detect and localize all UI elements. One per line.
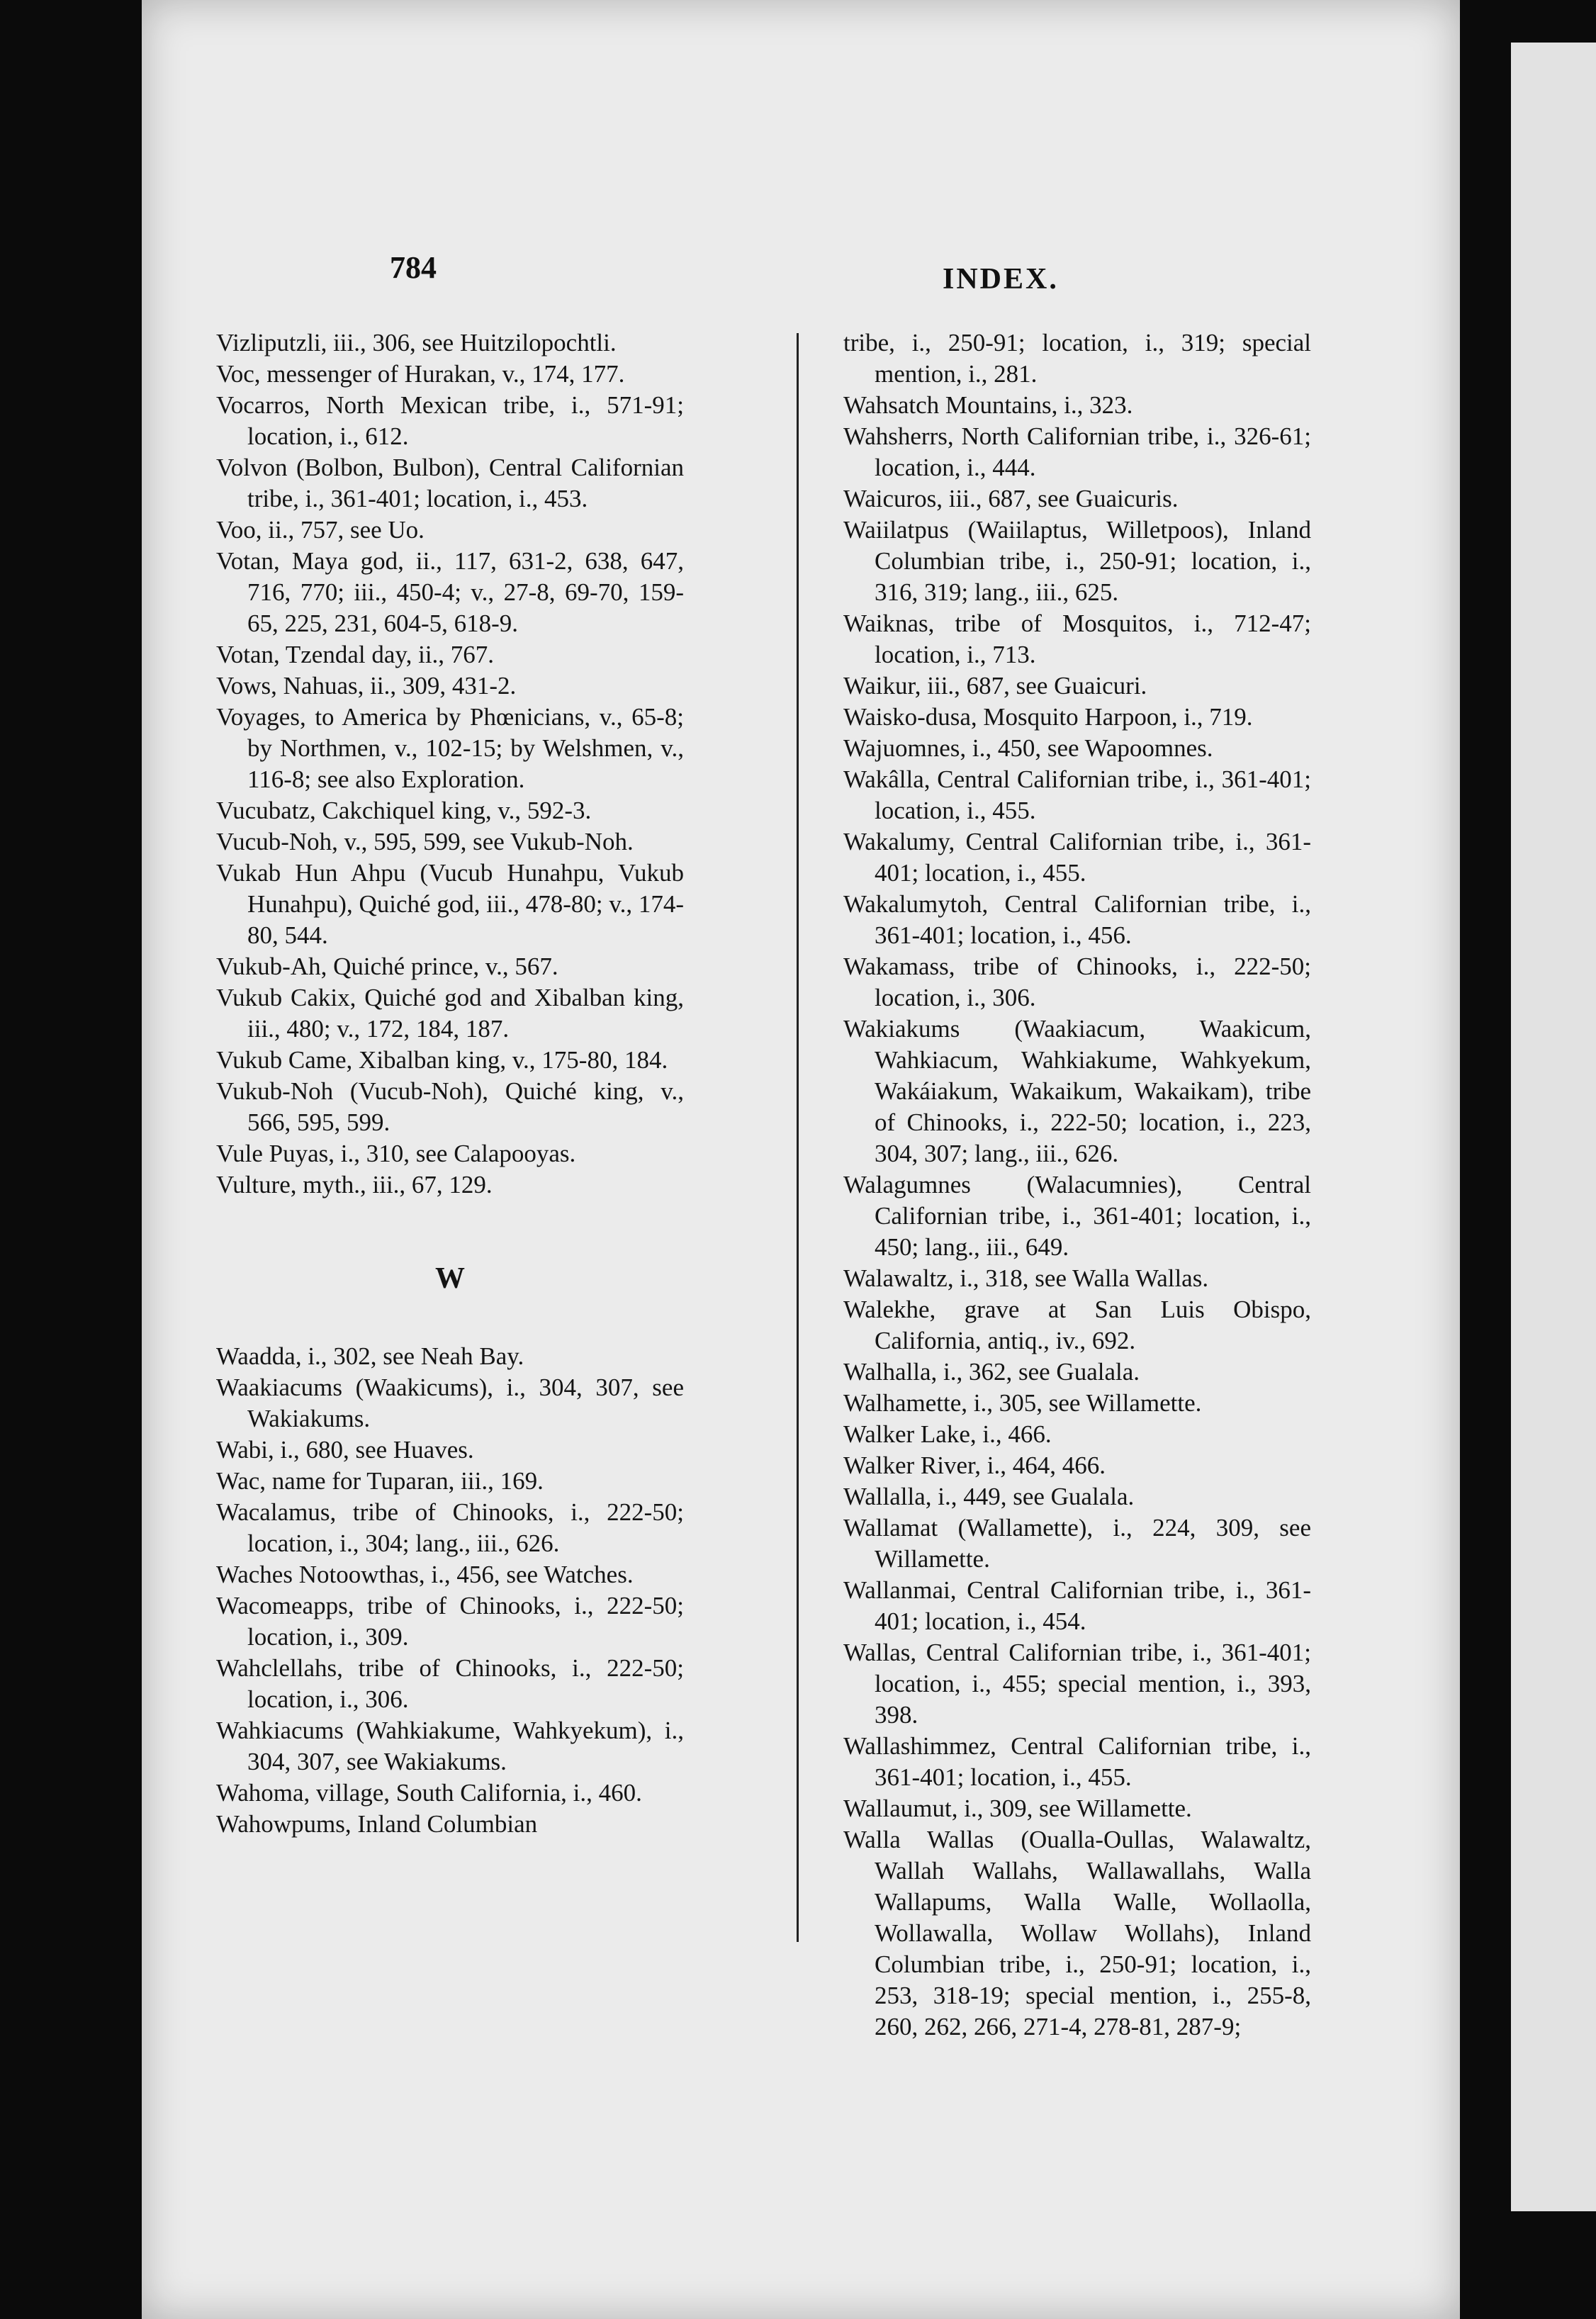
index-entry: Waisko-dusa, Mosquito Harpoon, i., 719. (843, 703, 1253, 731)
index-entry: Votan, Tzendal day, ii., 767. (216, 641, 495, 668)
index-entry: Wajuomnes, i., 450, see Wapoomnes. (843, 734, 1213, 762)
right-column (843, 327, 1311, 2043)
index-entry: Vukab Hun Ahpu (Vucub Hunahpu, Vukub Hunahpu), Quiché god, iii., 478-80; v., 174-80, 544. (216, 859, 684, 949)
index-entry: Wabi, i., 680, see Huaves. (216, 1436, 474, 1464)
index-entry: Wac, name for Tuparan, iii., 169. (216, 1467, 544, 1495)
index-entry: Walker Lake, i., 466. (843, 1420, 1052, 1448)
index-entry: Wallamat (Wallamette), i., 224, 309, see Willamette. (843, 1514, 1311, 1573)
index-entry: Waakiacums (Waakicums), i., 304, 307, see Wakiakums. (216, 1374, 684, 1432)
index-entry: Wallanmai, Central Californian tribe, i., 361-401; location, i., 454. (843, 1576, 1311, 1635)
index-entry: Wakâlla, Central Californian tribe, i., 361-401; location, i., 455. (843, 765, 1311, 824)
index-entry: Vulture, myth., iii., 67, 129. (216, 1171, 493, 1198)
adjacent-page-edge (1511, 43, 1596, 2211)
index-entry: Waicuros, iii., 687, see Guaicuris. (843, 485, 1179, 512)
index-entry: Waiknas, tribe of Mosquitos, i., 712-47; location, i., 713. (843, 610, 1311, 668)
index-entry: Waiilatpus (Waiilaptus, Willetpoos), Inland Columbian tribe, i., 250-91; location, i., 316, 319; lang., iii., 625. (843, 516, 1311, 606)
index-entry: Wahsatch Mountains, i., 323. (843, 391, 1133, 419)
index-entry: Walker River, i., 464, 466. (843, 1452, 1106, 1479)
index-entry: Wakamass, tribe of Chinooks, i., 222-50; location, i., 306. (843, 953, 1311, 1011)
index-entry: Vucub-Noh, v., 595, 599, see Vukub-Noh. (216, 828, 634, 855)
index-entry: Walawaltz, i., 318, see Walla Wallas. (843, 1264, 1209, 1292)
column-rule (797, 333, 799, 1942)
index-entry: Waches Notoowthas, i., 456, see Watches. (216, 1561, 634, 1588)
index-entry: Wahsherrs, North Californian tribe, i., 326-61; location, i., 444. (843, 422, 1311, 481)
index-entry: Wakiakums (Waakiacum, Waakicum, Wahkiacum, Wahkiakume, Wahkyekum, Wakáiakum, Wakaikum, Wakaikam), tribe of Chinooks, i., 222-50; location, i., 223, 304, 307; lang., iii., 626. (843, 1015, 1311, 1167)
page-number: 784 (390, 250, 437, 285)
index-entry: Voyages, to America by Phœnicians, v., 65-8; by Northmen, v., 102-15; by Welshmen, v., 116-8; see also Exploration. (216, 703, 684, 793)
index-entry: Wacomeapps, tribe of Chinooks, i., 222-50; location, i., 309. (216, 1592, 684, 1651)
index-entry: Wakalumy, Central Californian tribe, i., 361-401; location, i., 455. (843, 828, 1311, 887)
index-entry: Wallas, Central Californian tribe, i., 361-401; location, i., 455; special mention, i., 393, 398. (843, 1639, 1311, 1729)
index-entry: Wallashimmez, Central Californian tribe, i., 361-401; location, i., 455. (843, 1732, 1311, 1791)
index-entry: Vizliputzli, iii., 306, see Huitzilopochtli. (216, 329, 617, 356)
index-entry: Walagumnes (Walacumnies), Central Californian tribe, i., 361-401; location, i., 450; lang., iii., 649. (843, 1171, 1311, 1261)
index-entry: Vukub-Noh (Vucub-Noh), Quiché king, v., 566, 595, 599. (216, 1077, 684, 1136)
right-column-entries (843, 327, 1311, 2043)
index-entry: Vocarros, North Mexican tribe, i., 571-91; location, i., 612. (216, 391, 684, 450)
index-entry: Volvon (Bolbon, Bulbon), Central Californian tribe, i., 361-401; location, i., 453. (216, 454, 684, 512)
left-column-entries-v (216, 327, 684, 1201)
index-entry: Waikur, iii., 687, see Guaicuri. (843, 672, 1147, 700)
index-entry: Walhamette, i., 305, see Willamette. (843, 1389, 1202, 1417)
index-entry: Walekhe, grave at San Luis Obispo, California, antiq., iv., 692. (843, 1296, 1311, 1354)
index-entry: Vukub-Ah, Quiché prince, v., 567. (216, 953, 558, 980)
index-entry: Vule Puyas, i., 310, see Calapooyas. (216, 1140, 576, 1167)
index-entry: tribe, i., 250-91; location, i., 319; special mention, i., 281. (843, 329, 1311, 388)
index-entry: Wahclellahs, tribe of Chinooks, i., 222-50; location, i., 306. (216, 1654, 684, 1713)
index-entry: Wahkiacums (Wahkiakume, Wahkyekum), i., 304, 307, see Wakiakums. (216, 1717, 684, 1775)
left-column (216, 327, 684, 1840)
index-entry: Wahoma, village, South California, i., 460. (216, 1779, 642, 1807)
index-entry: Votan, Maya god, ii., 117, 631-2, 638, 647, 716, 770; iii., 450-4; v., 27-8, 69-70, 159-65, 225, 231, 604-5, 618-9. (216, 547, 684, 637)
index-entry: Walhalla, i., 362, see Gualala. (843, 1358, 1140, 1386)
index-entry: Vukub Came, Xibalban king, v., 175-80, 184. (216, 1046, 668, 1074)
left-column-entries-w (216, 1341, 684, 1840)
index-entry: Wallalla, i., 449, see Gualala. (843, 1483, 1135, 1510)
index-entry: Waadda, i., 302, see Neah Bay. (216, 1342, 524, 1370)
section-letter: W (435, 1262, 465, 1295)
running-head: INDEX. (943, 263, 1059, 296)
index-entry: Wallaumut, i., 309, see Willamette. (843, 1795, 1192, 1822)
index-entry: Voc, messenger of Hurakan, v., 174, 177. (216, 360, 625, 388)
index-entry: Wahowpums, Inland Columbian (216, 1810, 538, 1838)
index-entry: Vows, Nahuas, ii., 309, 431-2. (216, 672, 517, 700)
index-entry: Wakalumytoh, Central Californian tribe, i., 361-401; location, i., 456. (843, 890, 1311, 949)
index-entry: Voo, ii., 757, see Uo. (216, 516, 425, 544)
index-entry: Vucubatz, Cakchiquel king, v., 592-3. (216, 797, 592, 824)
index-entry: Walla Wallas (Oualla-Oullas, Walawaltz, Wallah Wallahs, Wallawallahs, Walla Wallapums, Walla Walle, Wollaolla, Wollawalla, Wollaw Wollahs), Inland Columbian tribe, i., 250-91; location, i., 253, 318-19; special mention, i., 255-8, 260, 262, 266, 271-4, 278-81, 287-9; (843, 1826, 1311, 2040)
index-entry: Vukub Cakix, Quiché god and Xibalban king, iii., 480; v., 172, 184, 187. (216, 984, 684, 1043)
index-entry: Wacalamus, tribe of Chinooks, i., 222-50; location, i., 304; lang., iii., 626. (216, 1498, 684, 1557)
